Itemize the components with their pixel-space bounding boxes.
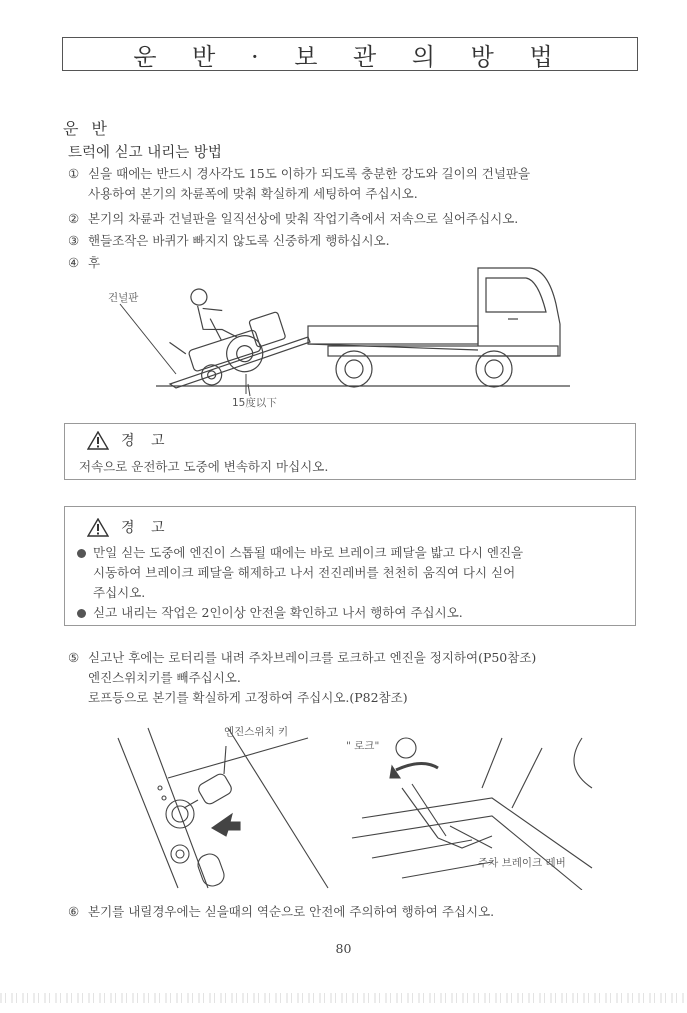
parking-brake-lever-label: 주차 브레이크 레버 (478, 857, 566, 869)
step-line: 본기를 내릴경우에는 싣을때의 역순으로 안전에 주의하여 행하여 주십시오. (88, 904, 495, 919)
warning-title (87, 430, 171, 450)
warning-box-1 (64, 423, 636, 480)
engine-key-label: 엔진스위치 키 (224, 726, 289, 738)
warning-bullet-1 (93, 543, 633, 603)
step-line: 본기의 차륜과 건널판을 일직선상에 맞춰 작업기측에서 저속으로 실어주십시오. (88, 211, 519, 226)
step-3 (68, 231, 390, 251)
warning-box-2 (64, 506, 636, 626)
bullet-dot-icon (77, 609, 86, 618)
step-line: 싣을 때에는 반드시 경사각도 15도 이하가 되도록 충분한 강도와 길이의 건널판을 (88, 166, 531, 181)
step-line: 로프등으로 본기를 확실하게 고정하여 주십시오.(P82참조) (88, 690, 408, 705)
step-line: 엔진스위치키를 빼주십시오. (88, 670, 241, 685)
warning-line: 주십시오. (93, 585, 146, 600)
warning-title (87, 517, 171, 537)
step-4 (68, 253, 101, 273)
subsection-heading: 트럭에 싣고 내리는 방법 (68, 145, 222, 161)
warning-title-text: 경 고 (121, 433, 171, 449)
warning-line: 싣고 내리는 작업은 2인이상 안전을 확인하고 나서 행하여 주십시오. (93, 605, 463, 620)
page-number: 80 (335, 941, 352, 956)
step-line: 후 (88, 255, 101, 270)
section-heading: 운 반 (63, 119, 111, 138)
warning-triangle-icon (87, 431, 109, 450)
step-number: ① (68, 166, 80, 181)
step-line: 사용하여 본기의 차륜폭에 맞춰 확실하게 세팅하여 주십시오. (88, 186, 418, 201)
truck-loading-illustration (98, 264, 570, 409)
warning-line: 만일 싣는 도중에 엔진이 스톱될 때에는 바로 브레이크 페달을 밟고 다시 엔진을 (93, 545, 524, 560)
page-title-box (62, 37, 638, 71)
step-line: 싣고난 후에는 로터리를 내려 주차브레이크를 로크하고 엔진을 정지하여(P50참조) (88, 650, 537, 665)
engine-key-illustration (108, 718, 348, 893)
warning-line: 시동하여 브레이크 페달을 해제하고 나서 전진레버를 천천히 움직여 다시 싣어 (93, 565, 516, 580)
step-number: ⑤ (68, 650, 80, 665)
warning-text: 저속으로 운전하고 도중에 변속하지 마십시오. (79, 459, 329, 474)
page-title: 운 반 · 보 관 의 방 법 (133, 42, 567, 71)
step-number: ② (68, 211, 80, 226)
angle-label: 15度以下 (232, 397, 277, 409)
step-number: ④ (68, 255, 80, 270)
lock-label: " 로크" (346, 740, 380, 752)
ramp-label: 건널판 (108, 292, 139, 304)
step-5 (68, 648, 537, 705)
warning-title-text: 경 고 (121, 520, 171, 536)
step-number: ③ (68, 233, 80, 248)
step-2 (68, 209, 519, 229)
step-line: 핸들조작은 바퀴가 빠지지 않도록 신중하게 행하십시오. (88, 233, 390, 248)
step-number: ⑥ (68, 904, 80, 919)
step-6 (68, 902, 495, 922)
scan-artifact-strip (0, 993, 687, 1003)
warning-triangle-icon (87, 518, 109, 537)
step-1 (68, 164, 531, 201)
bullet-dot-icon (77, 549, 86, 558)
warning-bullet-2 (93, 603, 633, 623)
